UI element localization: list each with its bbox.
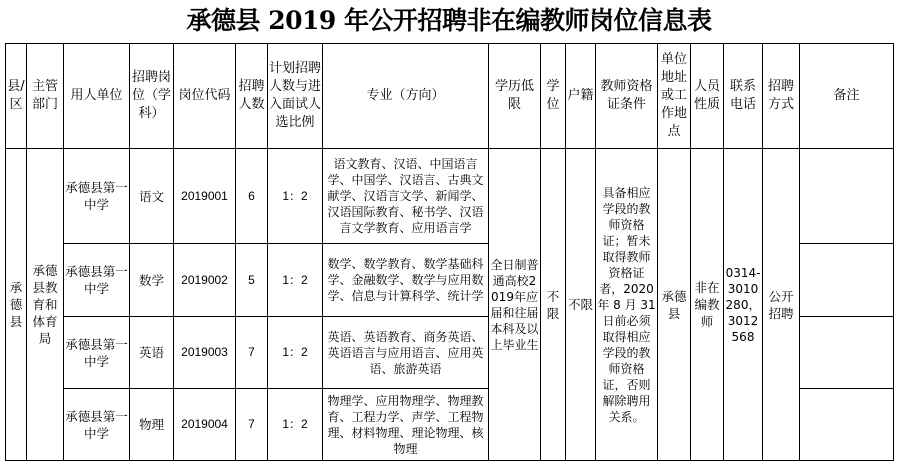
ratio-cell: 1：2 <box>268 317 323 389</box>
header-code: 岗位代码 <box>174 44 236 149</box>
header-certificate: 教师资格证条件 <box>596 44 658 149</box>
degree-cell: 不限 <box>541 149 566 461</box>
certificate-cell: 具备相应学段的教师资格证；暂未取得教师资格证者，2020年 8 月 31 日前必须取得相应学段的教师资格证，否则解除聘用关系。 <box>596 149 658 461</box>
remarks-cell <box>800 244 894 317</box>
education-cell: 全日制普通高校2019年应届和往届本科及以上毕业生 <box>489 149 541 461</box>
header-major: 专业（方向） <box>323 44 489 149</box>
header-phone: 联系电话 <box>724 44 763 149</box>
page-title: 承德县 2019 年公开招聘非在编教师岗位信息表 <box>186 6 712 35</box>
employer-cell: 承德县第一中学 <box>64 244 130 317</box>
phone-cell: 0314-3010280，3012568 <box>724 149 763 461</box>
remarks-cell <box>800 149 894 244</box>
header-location: 单位地址或工作地点 <box>658 44 691 149</box>
employer-cell: 承德县第一中学 <box>64 149 130 244</box>
employer-cell: 承德县第一中学 <box>64 317 130 389</box>
header-degree: 学位 <box>541 44 566 149</box>
header-count: 招聘人数 <box>236 44 268 149</box>
ratio-cell: 1：2 <box>268 389 323 461</box>
subject-cell: 语文 <box>130 149 174 244</box>
header-department: 主管部门 <box>27 44 64 149</box>
remarks-cell <box>800 389 894 461</box>
code-cell: 2019003 <box>174 317 236 389</box>
header-remarks: 备注 <box>800 44 894 149</box>
subject-cell: 物理 <box>130 389 174 461</box>
major-cell: 数学、数学教育、数学基础科学、金融数学、数学与应用数学、信息与计算科学、统计学 <box>323 244 489 317</box>
code-cell: 2019004 <box>174 389 236 461</box>
header-county: 县/区 <box>6 44 27 149</box>
count-cell: 5 <box>236 244 268 317</box>
job-info-table <box>5 43 894 461</box>
subject-cell: 数学 <box>130 244 174 317</box>
personnel-type-cell: 非在编教师 <box>691 149 724 461</box>
major-cell: 语文教育、汉语、中国语言学、中国学、汉语言、古典文献学、汉语言文学、新闻学、汉语国际教育、秘书学、汉语言文学教育、应用语言学 <box>323 149 489 244</box>
header-ratio: 计划招聘人数与进入面试人选比例 <box>268 44 323 149</box>
method-cell: 公开招聘 <box>763 149 800 461</box>
header-education: 学历低限 <box>489 44 541 149</box>
location-cell: 承德县 <box>658 149 691 461</box>
ratio-cell: 1：2 <box>268 244 323 317</box>
header-method: 招聘方式 <box>763 44 800 149</box>
code-cell: 2019002 <box>174 244 236 317</box>
county-cell: 承德县 <box>6 149 27 461</box>
table-row <box>6 149 894 244</box>
remarks-cell <box>800 317 894 389</box>
hukou-cell: 不限 <box>566 149 596 461</box>
header-subject: 招聘岗位（学科） <box>130 44 174 149</box>
department-cell: 承德县教育和体育局 <box>27 149 64 461</box>
header-employer: 用人单位 <box>64 44 130 149</box>
major-cell: 英语、英语教育、商务英语、英语语言与应用语言、应用英语、旅游英语 <box>323 317 489 389</box>
count-cell: 7 <box>236 317 268 389</box>
major-cell: 物理学、应用物理学、物理教育、工程力学、声学、工程物理、材料物理、理论物理、核物理 <box>323 389 489 461</box>
code-cell: 2019001 <box>174 149 236 244</box>
header-hukou: 户籍 <box>566 44 596 149</box>
count-cell: 6 <box>236 149 268 244</box>
ratio-cell: 1：2 <box>268 149 323 244</box>
header-row <box>6 44 894 149</box>
subject-cell: 英语 <box>130 317 174 389</box>
count-cell: 7 <box>236 389 268 461</box>
header-personnel-type: 人员性质 <box>691 44 724 149</box>
employer-cell: 承德县第一中学 <box>64 389 130 461</box>
